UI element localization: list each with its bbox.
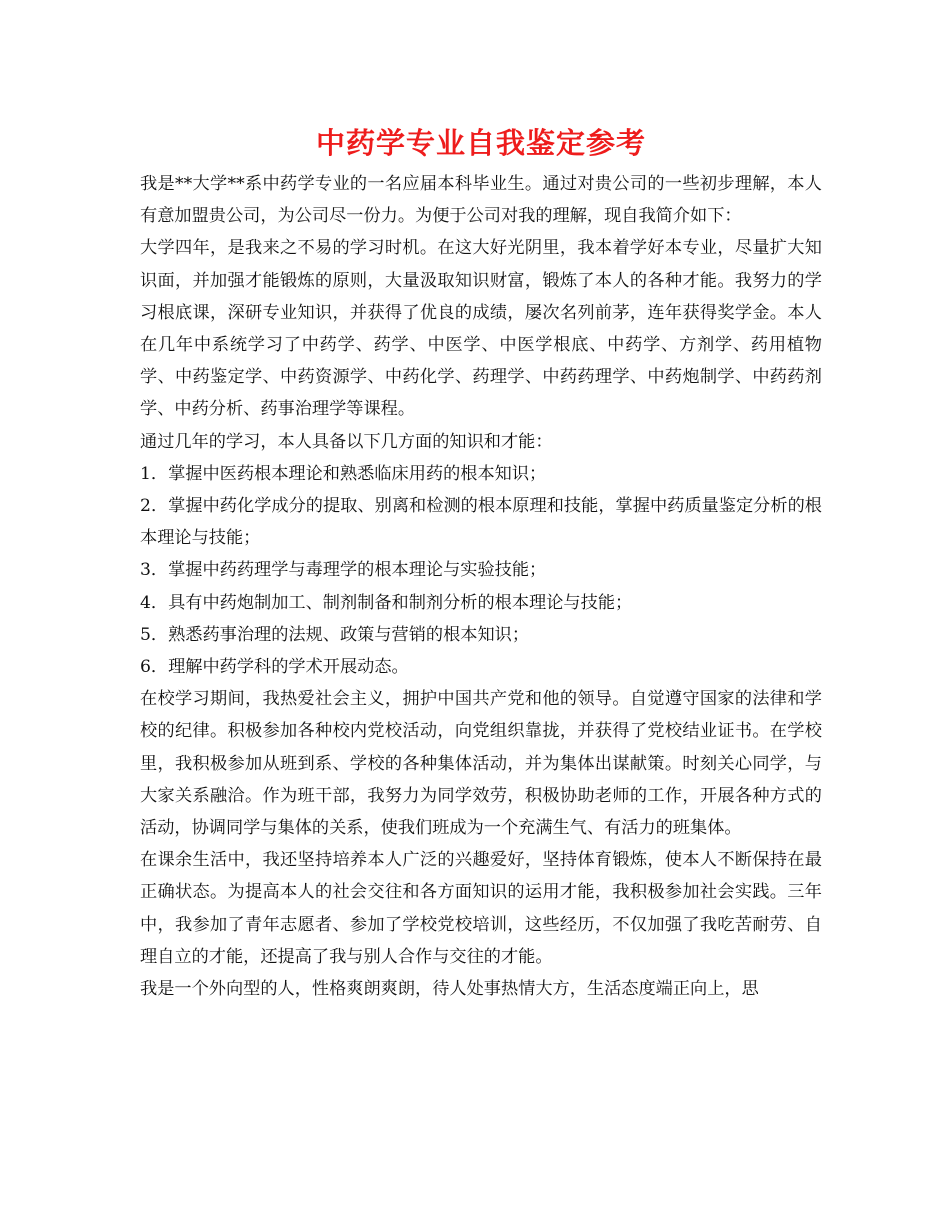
list-item-skill-2: 2．掌握中药化学成分的提取、别离和检测的根本原理和技能，掌握中药质量鉴定分析的根本理论与技能； bbox=[140, 496, 822, 549]
list-item-skill-3: 3．掌握中药药理学与毒理学的根本理论与实验技能； bbox=[140, 560, 547, 581]
document-title: 中药学专业自我鉴定参考 bbox=[315, 126, 646, 160]
paragraph-intro: 我是**大学**系中药学专业的一名应届本科毕业生。通过对贵公司的一些初步理解，本人有意加盟贵公司，为公司尽一份力。为便于公司对我的理解，现自我简介如下： bbox=[140, 174, 822, 227]
paragraph-skills-lead: 通过几年的学习，本人具备以下几方面的知识和才能： bbox=[140, 431, 553, 452]
list-item-skill-4: 4．具有中药炮制加工、制剂制备和制剂分析的根本理论与技能； bbox=[140, 592, 633, 613]
paragraph-campus-life: 在校学习期间，我热爱社会主义，拥护中国共产党和他的领导。自觉遵守国家的法律和学校的纪律。积极参加各种校内党校活动，向党组织靠拢，并获得了党校结业证书。在学校里，我积极参加从班到系、学校的各种集体活动，并为集体出谋献策。时刻关心同学，与大家关系融洽。作为班干部，我努力为同学效劳，积极协助老师的工作，开展各种方式的活动，协调同学与集体的关系，使我们班成为一个充满生气、有活力的班集体。 bbox=[140, 689, 822, 839]
list-item-skill-5: 5．熟悉药事治理的法规、政策与营销的根本知识； bbox=[140, 624, 530, 645]
list-item-skill-6: 6．理解中药学科的学术开展动态。 bbox=[140, 657, 409, 678]
document-body bbox=[140, 168, 822, 1005]
list-item-skill-1: 1．掌握中医药根本理论和熟悉临床用药的根本知识； bbox=[140, 463, 547, 484]
paragraph-extracurricular: 在课余生活中，我还坚持培养本人广泛的兴趣爱好，坚持体育锻炼，使本人不断保持在最正确状态。为提高本人的社会交往和各方面知识的运用才能，我积极参加社会实践。三年中，我参加了青年志愿者、参加了学校党校培训，这些经历，不仅加强了我吃苦耐劳、自理自立的才能，还提高了我与别人合作与交往的才能。 bbox=[140, 850, 822, 967]
paragraph-personality-first-line: 我是一个外向型的人，性格爽朗爽朗，待人处事热情大方，生活态度端正向上，思 bbox=[140, 979, 759, 1000]
paragraph-study: 大学四年，是我来之不易的学习时机。在这大好光阴里，我本着学好本专业，尽量扩大知识面，并加强才能锻炼的原则，大量汲取知识财富，锻炼了本人的各种才能。我努力的学习根底课，深研专业知识，并获得了优良的成绩，屡次名列前茅，连年获得奖学金。本人在几年中系统学习了中药学、药学、中医学、中医学根底、中药学、方剂学、药用植物学、中药鉴定学、中药资源学、中药化学、药理学、中药药理学、中药炮制学、中药药剂学、中药分析、药事治理学等课程。 bbox=[140, 238, 822, 420]
